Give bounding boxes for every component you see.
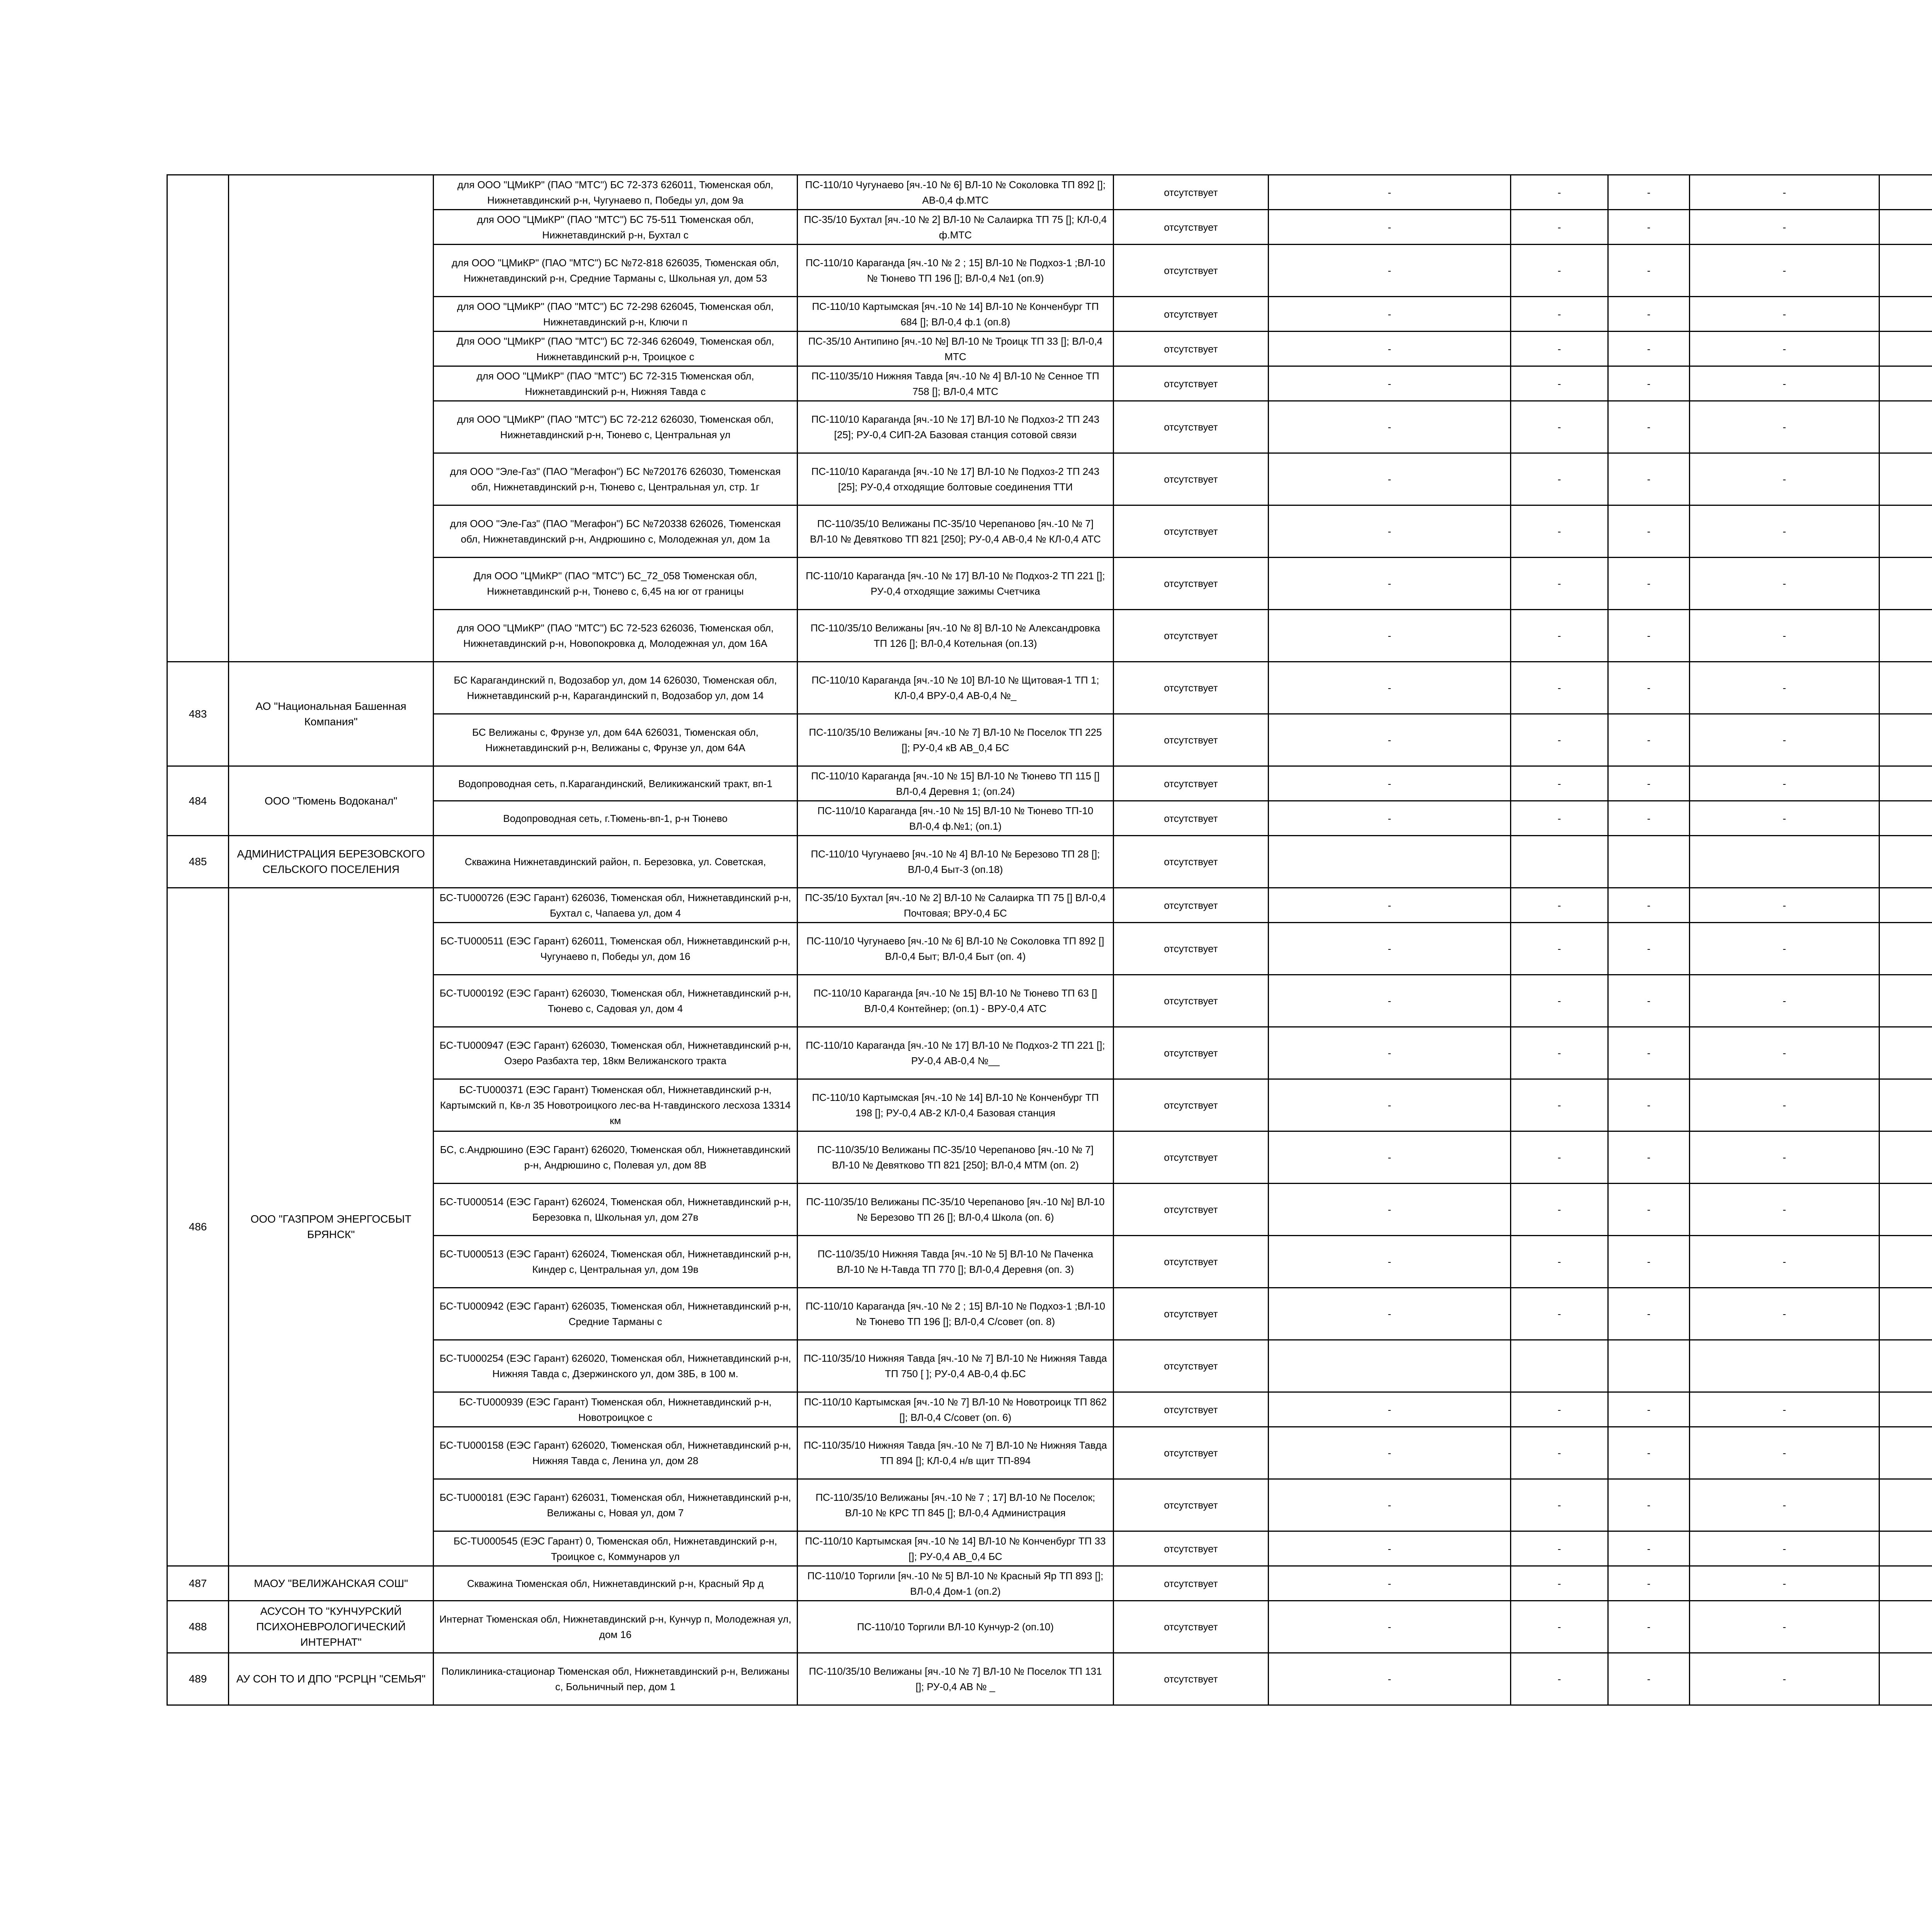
dash-value: - xyxy=(1608,610,1690,662)
table-row xyxy=(167,1566,1932,1601)
dash-value: - xyxy=(1608,505,1690,558)
dash-value: - xyxy=(1269,210,1511,245)
dash-value xyxy=(1511,1340,1608,1392)
status-value: отсутствует xyxy=(1114,888,1269,923)
dash-value: - xyxy=(1690,1131,1879,1184)
dash-value: - xyxy=(1511,505,1608,558)
power-source: ПС-110/35/10 Велижаны [яч.-10 № 7 ; 17] ВЛ-10 № Поселок; ВЛ-10 № КРС ТП 845 []; ВЛ-0,4 Администрация xyxy=(798,1479,1114,1531)
status-value: отсутствует xyxy=(1114,714,1269,766)
dash-value: - xyxy=(1608,1392,1690,1427)
dash-value xyxy=(1879,1601,1932,1653)
dash-value xyxy=(1879,888,1932,923)
dash-value: - xyxy=(1690,297,1879,332)
dash-value: - xyxy=(1608,923,1690,975)
dash-value: - xyxy=(1511,888,1608,923)
power-source: ПС-110/10 Чугунаево [яч.-10 № 6] ВЛ-10 № Соколовка ТП 892 [] ВЛ-0,4 Быт; ВЛ-0,4 Быт (оп. 4) xyxy=(798,923,1114,975)
dash-value: - xyxy=(1511,401,1608,453)
dash-value: - xyxy=(1608,210,1690,245)
dash-value: - xyxy=(1608,1131,1690,1184)
dash-value: - xyxy=(1511,766,1608,801)
dash-value: - xyxy=(1269,1288,1511,1340)
dash-value: - xyxy=(1269,1566,1511,1601)
status-value: отсутствует xyxy=(1114,610,1269,662)
dash-value: - xyxy=(1690,505,1879,558)
table-row xyxy=(167,766,1932,801)
dash-value xyxy=(1879,836,1932,888)
organization-name: ООО "Тюмень Водоканал" xyxy=(229,766,434,836)
dash-value xyxy=(1879,401,1932,453)
dash-value: - xyxy=(1690,975,1879,1027)
dash-value: - xyxy=(1511,558,1608,610)
connection-object: Для ООО "ЦМиКР" (ПАО "МТС") БС_72_058 Тюменская обл, Нижнетавдинский р-н, Тюнево с, 6,45 на юг от границы xyxy=(434,558,798,610)
table-row xyxy=(167,836,1932,888)
organization-name: ООО "ГАЗПРОМ ЭНЕРГОСБЫТ БРЯНСК" xyxy=(229,888,434,1566)
dash-value xyxy=(1269,836,1511,888)
status-value: отсутствует xyxy=(1114,1566,1269,1601)
dash-value: - xyxy=(1269,766,1511,801)
power-source: ПС-110/10 Картымская [яч.-10 № 14] ВЛ-10 № Конченбург ТП 198 []; РУ-0,4 АВ-2 КЛ-0,4 Базовая станция xyxy=(798,1079,1114,1131)
dash-value xyxy=(1879,714,1932,766)
dash-value: - xyxy=(1608,558,1690,610)
power-source: ПС-110/10 Караганда [яч.-10 № 17] ВЛ-10 № Подхоз-2 ТП 221 []; РУ-0,4 отходящие зажимы Счетчика xyxy=(798,558,1114,610)
connection-object: Интернат Тюменская обл, Нижнетавдинский р-н, Кунчур п, Молодежная ул, дом 16 xyxy=(434,1601,798,1653)
row-number: 488 xyxy=(167,1601,229,1653)
dash-value: - xyxy=(1690,610,1879,662)
status-value: отсутствует xyxy=(1114,1236,1269,1288)
power-source: ПС-110/35/10 Нижняя Тавда [яч.-10 № 7] ВЛ-10 № Нижняя Тавда ТП 894 []; КЛ-0,4 н/в щит ТП-894 xyxy=(798,1427,1114,1479)
dash-value: - xyxy=(1690,245,1879,297)
dash-value: - xyxy=(1269,332,1511,366)
dash-value: - xyxy=(1269,1392,1511,1427)
dash-value: - xyxy=(1608,332,1690,366)
dash-value xyxy=(1879,1531,1932,1566)
dash-value: - xyxy=(1511,1131,1608,1184)
dash-value: - xyxy=(1511,714,1608,766)
dash-value: - xyxy=(1511,1079,1608,1131)
dash-value: - xyxy=(1608,366,1690,401)
status-value: отсутствует xyxy=(1114,1079,1269,1131)
dash-value: - xyxy=(1269,245,1511,297)
status-value: отсутствует xyxy=(1114,1131,1269,1184)
status-value: отсутствует xyxy=(1114,1479,1269,1531)
dash-value: - xyxy=(1269,1427,1511,1479)
dash-value: - xyxy=(1511,1392,1608,1427)
table-row xyxy=(167,888,1932,923)
dash-value xyxy=(1608,836,1690,888)
dash-value: - xyxy=(1511,610,1608,662)
status-value: отсутствует xyxy=(1114,332,1269,366)
power-source: ПС-110/35/10 Нижняя Тавда [яч.-10 № 7] ВЛ-10 № Нижняя Тавда ТП 750 [ ]; РУ-0,4 АВ-0,4 ф.БС xyxy=(798,1340,1114,1392)
power-source: ПС-110/10 Караганда [яч.-10 № 17] ВЛ-10 № Подхоз-2 ТП 243 [25]; РУ-0,4 отходящие болтовые соединения ТТИ xyxy=(798,453,1114,505)
dash-value: - xyxy=(1608,401,1690,453)
dash-value: - xyxy=(1511,662,1608,714)
power-source: ПС-110/10 Караганда [яч.-10 № 17] ВЛ-10 № Подхоз-2 ТП 243 [25]; РУ-0,4 СИП-2А Базовая станция сотовой связи xyxy=(798,401,1114,453)
status-value: отсутствует xyxy=(1114,210,1269,245)
dash-value: - xyxy=(1511,1427,1608,1479)
power-source: ПС-110/35/10 Велижаны ПС-35/10 Черепаново [яч.-10 № 7] ВЛ-10 № Девятково ТП 821 [250]; РУ-0,4 АВ-0,4 № КЛ-0,4 АТС xyxy=(798,505,1114,558)
row-number: 483 xyxy=(167,662,229,766)
connection-object: для ООО "ЦМиКР" (ПАО "МТС") БС 72-315 Тюменская обл, Нижнетавдинский р-н, Нижняя Тавда с xyxy=(434,366,798,401)
dash-value: - xyxy=(1608,245,1690,297)
dash-value: - xyxy=(1608,1566,1690,1601)
connection-object: Водопроводная сеть, г.Тюмень-вп-1, р-н Тюнево xyxy=(434,801,798,836)
dash-value: - xyxy=(1608,714,1690,766)
row-number xyxy=(167,175,229,662)
dash-value: - xyxy=(1511,332,1608,366)
dash-value xyxy=(1879,505,1932,558)
dash-value: - xyxy=(1269,453,1511,505)
dash-value: - xyxy=(1608,1531,1690,1566)
status-value: отсутствует xyxy=(1114,297,1269,332)
dash-value: - xyxy=(1511,1184,1608,1236)
dash-value xyxy=(1879,210,1932,245)
dash-value: - xyxy=(1690,766,1879,801)
connection-object: БС-TU000371 (ЕЭС Гарант) Тюменская обл, Нижнетавдинский р-н, Картымский п, Кв-л 35 Новотроицкого лес-ва Н-тавдинского лесхоза 13314 км xyxy=(434,1079,798,1131)
status-value: отсутствует xyxy=(1114,801,1269,836)
dash-value: - xyxy=(1690,1079,1879,1131)
dash-value: - xyxy=(1690,332,1879,366)
dash-value: - xyxy=(1690,401,1879,453)
connection-object: БС, с.Андрюшино (ЕЭС Гарант) 626020, Тюменская обл, Нижнетавдинский р-н, Андрюшино с, Полевая ул, дом 8В xyxy=(434,1131,798,1184)
connection-object: БС Карагандинский п, Водозабор ул, дом 14 626030, Тюменская обл, Нижнетавдинский р-н, Карагандинский п, Водозабор ул, дом 14 xyxy=(434,662,798,714)
dash-value xyxy=(1879,558,1932,610)
power-source: ПС-110/10 Караганда [яч.-10 № 2 ; 15] ВЛ-10 № Подхоз-1 ;ВЛ-10 № Тюнево ТП 196 []; ВЛ-0,4 №1 (оп.9) xyxy=(798,245,1114,297)
connection-object: БС-TU000942 (ЕЭС Гарант) 626035, Тюменская обл, Нижнетавдинский р-н, Средние Тарманы с xyxy=(434,1288,798,1340)
dash-value: - xyxy=(1511,175,1608,210)
dash-value: - xyxy=(1690,1184,1879,1236)
dash-value xyxy=(1879,1079,1932,1131)
dash-value: - xyxy=(1608,975,1690,1027)
status-value: отсутствует xyxy=(1114,1184,1269,1236)
connection-object: БС-TU000181 (ЕЭС Гарант) 626031, Тюменская обл, Нижнетавдинский р-н, Велижаны с, Новая ул, дом 7 xyxy=(434,1479,798,1531)
dash-value: - xyxy=(1511,1027,1608,1079)
dash-value: - xyxy=(1690,1653,1879,1705)
dash-value: - xyxy=(1608,1653,1690,1705)
dash-value xyxy=(1269,1340,1511,1392)
dash-value: - xyxy=(1608,297,1690,332)
dash-value: - xyxy=(1269,366,1511,401)
connection-object: БС-TU000514 (ЕЭС Гарант) 626024, Тюменская обл, Нижнетавдинский р-н, Березовка п, Школьная ул, дом 27в xyxy=(434,1184,798,1236)
dash-value: - xyxy=(1608,453,1690,505)
dash-value: - xyxy=(1511,1653,1608,1705)
dash-value: - xyxy=(1269,975,1511,1027)
organization-name: АДМИНИСТРАЦИЯ БЕРЕЗОВСКОГО СЕЛЬСКОГО ПОСЕЛЕНИЯ xyxy=(229,836,434,888)
connection-object: БС-TU000726 (ЕЭС Гарант) 626036, Тюменская обл, Нижнетавдинский р-н, Бухтал с, Чапаева ул, дом 4 xyxy=(434,888,798,923)
power-source: ПС-110/10 Караганда [яч.-10 № 15] ВЛ-10 № Тюнево ТП 115 [] ВЛ-0,4 Деревня 1; (оп.24) xyxy=(798,766,1114,801)
dash-value: - xyxy=(1608,801,1690,836)
dash-value xyxy=(1879,1236,1932,1288)
dash-value: - xyxy=(1690,175,1879,210)
connection-object: Водопроводная сеть, п.Карагандинский, Великижанский тракт, вп-1 xyxy=(434,766,798,801)
dash-value: - xyxy=(1690,888,1879,923)
dash-value: - xyxy=(1511,297,1608,332)
dash-value xyxy=(1879,1131,1932,1184)
power-source: ПС-110/10 Картымская [яч.-10 № 14] ВЛ-10 № Конченбург ТП 684 []; ВЛ-0,4 ф.1 (оп.8) xyxy=(798,297,1114,332)
status-value: отсутствует xyxy=(1114,1340,1269,1392)
power-source: ПС-110/10 Чугунаево [яч.-10 № 6] ВЛ-10 № Соколовка ТП 892 []; АВ-0,4 ф.МТС xyxy=(798,175,1114,210)
power-source: ПС-110/35/10 Велижаны [яч.-10 № 7] ВЛ-10 № Поселок ТП 131 []; РУ-0,4 АВ № _ xyxy=(798,1653,1114,1705)
dash-value: - xyxy=(1269,401,1511,453)
dash-value: - xyxy=(1269,1653,1511,1705)
status-value: отсутствует xyxy=(1114,1427,1269,1479)
dash-value: - xyxy=(1608,662,1690,714)
power-source: ПС-35/10 Бухтал [яч.-10 № 2] ВЛ-10 № Салаирка ТП 75 []; КЛ-0,4 ф.МТС xyxy=(798,210,1114,245)
dash-value xyxy=(1879,453,1932,505)
dash-value xyxy=(1879,1027,1932,1079)
dash-value: - xyxy=(1690,453,1879,505)
dash-value: - xyxy=(1511,801,1608,836)
dash-value: - xyxy=(1608,888,1690,923)
dash-value: - xyxy=(1269,1531,1511,1566)
power-source: ПС-110/10 Караганда [яч.-10 № 2 ; 15] ВЛ-10 № Подхоз-1 ;ВЛ-10 № Тюнево ТП 196 []; ВЛ-0,4 С/совет (оп. 8) xyxy=(798,1288,1114,1340)
dash-value: - xyxy=(1608,175,1690,210)
dash-value xyxy=(1879,1392,1932,1427)
dash-value: - xyxy=(1690,366,1879,401)
power-source: ПС-110/35/10 Велижаны ПС-35/10 Черепаново [яч.-10 № 7] ВЛ-10 № Девятково ТП 821 [250]; ВЛ-0,4 МТМ (оп. 2) xyxy=(798,1131,1114,1184)
dash-value: - xyxy=(1269,1079,1511,1131)
status-value: отсутствует xyxy=(1114,1531,1269,1566)
status-value: отсутствует xyxy=(1114,1601,1269,1653)
dash-value: - xyxy=(1511,923,1608,975)
dash-value: - xyxy=(1269,888,1511,923)
dash-value: - xyxy=(1690,210,1879,245)
dash-value: - xyxy=(1608,1479,1690,1531)
table-row xyxy=(167,175,1932,210)
dash-value: - xyxy=(1690,1288,1879,1340)
connection-object: для ООО "Эле-Газ" (ПАО "Мегафон") БС №720338 626026, Тюменская обл, Нижнетавдинский р-н, Андрюшино с, Молодежная ул, дом 1а xyxy=(434,505,798,558)
organization-name: АО "Национальная Башенная Компания" xyxy=(229,662,434,766)
dash-value: - xyxy=(1269,1236,1511,1288)
dash-value: - xyxy=(1511,1288,1608,1340)
dash-value: - xyxy=(1690,1392,1879,1427)
dash-value: - xyxy=(1511,1531,1608,1566)
dash-value xyxy=(1690,1340,1879,1392)
dash-value: - xyxy=(1511,1566,1608,1601)
dash-value xyxy=(1879,662,1932,714)
dash-value: - xyxy=(1608,1236,1690,1288)
connection-object: БС-TU000254 (ЕЭС Гарант) 626020, Тюменская обл, Нижнетавдинский р-н, Нижняя Тавда с, Дзержинского ул, дом 38Б, в 100 м. xyxy=(434,1340,798,1392)
dash-value xyxy=(1879,366,1932,401)
dash-value: - xyxy=(1269,714,1511,766)
row-number: 485 xyxy=(167,836,229,888)
connection-object: БС-TU000947 (ЕЭС Гарант) 626030, Тюменская обл, Нижнетавдинский р-н, Озеро Разбахта тер, 18км Велижанского тракта xyxy=(434,1027,798,1079)
row-number: 486 xyxy=(167,888,229,1566)
dash-value: - xyxy=(1608,1427,1690,1479)
dash-value: - xyxy=(1269,923,1511,975)
dash-value: - xyxy=(1608,766,1690,801)
power-source: ПС-35/10 Антипино [яч.-10 №] ВЛ-10 № Троицк ТП 33 []; ВЛ-0,4 МТС xyxy=(798,332,1114,366)
table-row xyxy=(167,1601,1932,1653)
power-source: ПС-110/10 Караганда [яч.-10 № 10] ВЛ-10 № Щитовая-1 ТП 1; КЛ-0,4 ВРУ-0,4 АВ-0,4 №_ xyxy=(798,662,1114,714)
connection-object: БС-TU000513 (ЕЭС Гарант) 626024, Тюменская обл, Нижнетавдинский р-н, Киндер с, Центральная ул, дом 19в xyxy=(434,1236,798,1288)
dash-value xyxy=(1879,1427,1932,1479)
dash-value: - xyxy=(1269,175,1511,210)
dash-value: - xyxy=(1690,1479,1879,1531)
dash-value: - xyxy=(1690,1027,1879,1079)
connection-object: Для ООО "ЦМиКР" (ПАО "МТС") БС 72-346 626049, Тюменская обл, Нижнетавдинский р-н, Троицкое с xyxy=(434,332,798,366)
dash-value: - xyxy=(1269,610,1511,662)
status-value: отсутствует xyxy=(1114,175,1269,210)
status-value: отсутствует xyxy=(1114,836,1269,888)
status-value: отсутствует xyxy=(1114,558,1269,610)
dash-value: - xyxy=(1269,1131,1511,1184)
dash-value xyxy=(1879,1184,1932,1236)
power-source: ПС-110/35/10 Нижняя Тавда [яч.-10 № 4] ВЛ-10 № Сенное ТП 758 []; ВЛ-0,4 МТС xyxy=(798,366,1114,401)
status-value: отсутствует xyxy=(1114,366,1269,401)
organization-name: МАОУ "ВЕЛИЖАНСКАЯ СОШ" xyxy=(229,1566,434,1601)
power-source: ПС-110/35/10 Велижаны ПС-35/10 Черепаново [яч.-10 №] ВЛ-10 № Березово ТП 26 []; ВЛ-0,4 Школа (оп. 6) xyxy=(798,1184,1114,1236)
dash-value xyxy=(1690,836,1879,888)
dash-value: - xyxy=(1269,801,1511,836)
dash-value: - xyxy=(1608,1027,1690,1079)
connection-object: для ООО "ЦМиКР" (ПАО "МТС") БС 75-511 Тюменская обл, Нижнетавдинский р-н, Бухтал с xyxy=(434,210,798,245)
dash-value: - xyxy=(1690,1427,1879,1479)
power-source: ПС-110/10 Чугунаево [яч.-10 № 4] ВЛ-10 № Березово ТП 28 []; ВЛ-0,4 Быт-3 (оп.18) xyxy=(798,836,1114,888)
dash-value xyxy=(1879,297,1932,332)
dash-value: - xyxy=(1511,366,1608,401)
dash-value: - xyxy=(1511,1479,1608,1531)
dash-value: - xyxy=(1511,1236,1608,1288)
dash-value: - xyxy=(1511,975,1608,1027)
dash-value: - xyxy=(1690,1236,1879,1288)
power-source: ПС-110/10 Торгили ВЛ-10 Кунчур-2 (оп.10) xyxy=(798,1601,1114,1653)
organization-name: АУ СОН ТО И ДПО "РСРЦН "СЕМЬЯ" xyxy=(229,1653,434,1705)
status-value: отсутствует xyxy=(1114,1653,1269,1705)
dash-value: - xyxy=(1690,801,1879,836)
dash-value xyxy=(1879,975,1932,1027)
dash-value xyxy=(1879,766,1932,801)
connection-object: для ООО "ЦМиКР" (ПАО "МТС") БС 72-373 626011, Тюменская обл, Нижнетавдинский р-н, Чугунаево п, Победы ул, дом 9а xyxy=(434,175,798,210)
connection-object: для ООО "ЦМиКР" (ПАО "МТС") БС №72-818 626035, Тюменская обл, Нижнетавдинский р-н, Средние Тарманы с, Школьная ул, дом 53 xyxy=(434,245,798,297)
dash-value: - xyxy=(1269,1601,1511,1653)
connection-object: БС-TU000545 (ЕЭС Гарант) 0, Тюменская обл, Нижнетавдинский р-н, Троицкое с, Коммунаров ул xyxy=(434,1531,798,1566)
dash-value: - xyxy=(1690,1531,1879,1566)
connection-object: БС-TU000511 (ЕЭС Гарант) 626011, Тюменская обл, Нижнетавдинский р-н, Чугунаево п, Победы ул, дом 16 xyxy=(434,923,798,975)
power-source: ПС-110/35/10 Велижаны [яч.-10 № 7] ВЛ-10 № Поселок ТП 225 []; РУ-0,4 кВ АВ_0,4 БС xyxy=(798,714,1114,766)
connection-object: для ООО "ЦМиКР" (ПАО "МТС") БС 72-298 626045, Тюменская обл, Нижнетавдинский р-н, Ключи п xyxy=(434,297,798,332)
dash-value: - xyxy=(1269,1184,1511,1236)
status-value: отсутствует xyxy=(1114,453,1269,505)
power-source: ПС-110/10 Караганда [яч.-10 № 15] ВЛ-10 № Тюнево ТП 63 [] ВЛ-0,4 Контейнер; (оп.1) - ВРУ-0,4 АТС xyxy=(798,975,1114,1027)
status-value: отсутствует xyxy=(1114,245,1269,297)
dash-value: - xyxy=(1269,297,1511,332)
status-value: отсутствует xyxy=(1114,923,1269,975)
dash-value: - xyxy=(1608,1288,1690,1340)
power-source: ПС-110/10 Торгили [яч.-10 № 5] ВЛ-10 № Красный Яр ТП 893 []; ВЛ-0,4 Дом-1 (оп.2) xyxy=(798,1566,1114,1601)
connection-object: для ООО "ЦМиКР" (ПАО "МТС") БС 72-523 626036, Тюменская обл, Нижнетавдинский р-н, Новопокровка д, Молодежная ул, дом 16А xyxy=(434,610,798,662)
organization-name: АСУСОН ТО "КУНЧУРСКИЙ ПСИХОНЕВРОЛОГИЧЕСКИЙ ИНТЕРНАТ" xyxy=(229,1601,434,1653)
dash-value: - xyxy=(1690,558,1879,610)
organization-name xyxy=(229,175,434,662)
dash-value xyxy=(1879,1288,1932,1340)
power-source: ПС-110/35/10 Нижняя Тавда [яч.-10 № 5] ВЛ-10 № Паченка ВЛ-10 № Н-Тавда ТП 770 []; ВЛ-0,4 Деревня (оп. 3) xyxy=(798,1236,1114,1288)
status-value: отсутствует xyxy=(1114,1288,1269,1340)
dash-value: - xyxy=(1690,923,1879,975)
power-source: ПС-110/10 Караганда [яч.-10 № 17] ВЛ-10 № Подхоз-2 ТП 221 []; РУ-0,4 АВ-0,4 №__ xyxy=(798,1027,1114,1079)
table-row xyxy=(167,662,1932,714)
power-source: ПС-110/10 Картымская [яч.-10 № 14] ВЛ-10 № Конченбург ТП 33 []; РУ-0,4 АВ_0,4 БС xyxy=(798,1531,1114,1566)
dash-value xyxy=(1879,1340,1932,1392)
dash-value xyxy=(1879,245,1932,297)
connection-object: для ООО "Эле-Газ" (ПАО "Мегафон") БС №720176 626030, Тюменская обл, Нижнетавдинский р-н, Тюнево с, Центральная ул, стр. 1г xyxy=(434,453,798,505)
dash-value: - xyxy=(1608,1184,1690,1236)
status-value: отсутствует xyxy=(1114,1392,1269,1427)
connection-object: Скважина Тюменская обл, Нижнетавдинский р-н, Красный Яр д xyxy=(434,1566,798,1601)
dash-value xyxy=(1879,332,1932,366)
dash-value: - xyxy=(1511,210,1608,245)
connection-object: БС-TU000158 (ЕЭС Гарант) 626020, Тюменская обл, Нижнетавдинский р-н, Нижняя Тавда с, Ленина ул, дом 28 xyxy=(434,1427,798,1479)
status-value: отсутствует xyxy=(1114,401,1269,453)
connection-object: Скважина Нижнетавдинский район, п. Березовка, ул. Советская, xyxy=(434,836,798,888)
dash-value: - xyxy=(1690,1566,1879,1601)
dash-value: - xyxy=(1690,714,1879,766)
dash-value xyxy=(1879,610,1932,662)
row-number: 487 xyxy=(167,1566,229,1601)
status-value: отсутствует xyxy=(1114,1027,1269,1079)
dash-value xyxy=(1879,923,1932,975)
dash-value xyxy=(1879,801,1932,836)
dash-value: - xyxy=(1690,1601,1879,1653)
dash-value xyxy=(1511,836,1608,888)
connection-object: БС-TU000939 (ЕЭС Гарант) Тюменская обл, Нижнетавдинский р-н, Новотроицкое с xyxy=(434,1392,798,1427)
dash-value xyxy=(1879,1479,1932,1531)
row-number: 484 xyxy=(167,766,229,836)
status-value: отсутствует xyxy=(1114,975,1269,1027)
dash-value: - xyxy=(1690,662,1879,714)
connection-object: Поликлиника-стационар Тюменская обл, Нижнетавдинский р-н, Велижаны с, Больничный пер, дом 1 xyxy=(434,1653,798,1705)
connection-object: для ООО "ЦМиКР" (ПАО "МТС") БС 72-212 626030, Тюменская обл, Нижнетавдинский р-н, Тюнево с, Центральная ул xyxy=(434,401,798,453)
dash-value xyxy=(1608,1340,1690,1392)
table-row xyxy=(167,1653,1932,1705)
dash-value: - xyxy=(1511,453,1608,505)
row-number: 489 xyxy=(167,1653,229,1705)
consumer-table xyxy=(167,174,1932,1706)
dash-value: - xyxy=(1608,1079,1690,1131)
status-value: отсутствует xyxy=(1114,662,1269,714)
dash-value: - xyxy=(1269,505,1511,558)
status-value: отсутствует xyxy=(1114,505,1269,558)
dash-value: - xyxy=(1269,1479,1511,1531)
connection-object: БС Велижаны с, Фрунзе ул, дом 64А 626031, Тюменская обл, Нижнетавдинский р-н, Велижаны с, Фрунзе ул, дом 64А xyxy=(434,714,798,766)
dash-value xyxy=(1879,1566,1932,1601)
power-source: ПС-35/10 Бухтал [яч.-10 № 2] ВЛ-10 № Салаирка ТП 75 [] ВЛ-0,4 Почтовая; ВРУ-0,4 БС xyxy=(798,888,1114,923)
dash-value: - xyxy=(1511,1601,1608,1653)
connection-object: БС-TU000192 (ЕЭС Гарант) 626030, Тюменская обл, Нижнетавдинский р-н, Тюнево с, Садовая ул, дом 4 xyxy=(434,975,798,1027)
dash-value xyxy=(1879,175,1932,210)
status-value: отсутствует xyxy=(1114,766,1269,801)
power-source: ПС-110/10 Караганда [яч.-10 № 15] ВЛ-10 № Тюнево ТП-10 ВЛ-0,4 ф.№1; (оп.1) xyxy=(798,801,1114,836)
dash-value: - xyxy=(1269,1027,1511,1079)
dash-value: - xyxy=(1511,245,1608,297)
dash-value: - xyxy=(1608,1601,1690,1653)
dash-value: - xyxy=(1269,662,1511,714)
dash-value: - xyxy=(1269,558,1511,610)
power-source: ПС-110/35/10 Велижаны [яч.-10 № 8] ВЛ-10 № Александровка ТП 126 []; ВЛ-0,4 Котельная (оп.13) xyxy=(798,610,1114,662)
power-source: ПС-110/10 Картымская [яч.-10 № 7] ВЛ-10 № Новотроицк ТП 862 []; ВЛ-0,4 С/совет (оп. 6) xyxy=(798,1392,1114,1427)
dash-value xyxy=(1879,1653,1932,1705)
